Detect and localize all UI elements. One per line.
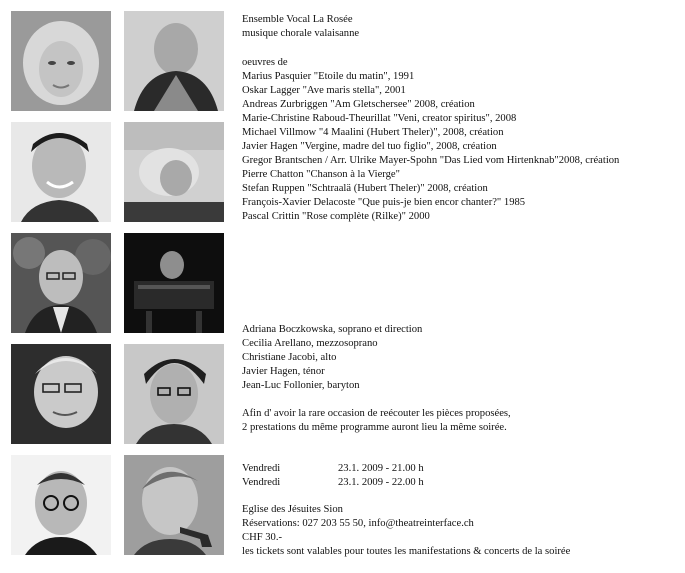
work-item: Pierre Chatton "Chanson à la Vierge" xyxy=(242,169,400,180)
venue-place: Eglise des Jésuites Sion xyxy=(242,504,343,515)
work-item: Marie-Christine Raboud-Theurillat "Veni, creator spiritus", 2008 xyxy=(242,113,517,124)
portrait-man-smiling xyxy=(11,122,111,222)
work-item: Pascal Crittin "Rose complète (Rilke)" 2000 xyxy=(242,211,430,222)
portrait-man-glasses-older xyxy=(11,344,111,444)
portrait-man-at-keyboard xyxy=(124,233,224,333)
reservation-info[interactable]: Réservations: 027 203 55 50, info@theatreinterface.ch xyxy=(242,518,474,529)
portrait-young-man-glasses xyxy=(124,344,224,444)
performer-item: Javier Hagen, ténor xyxy=(242,366,325,377)
schedule xyxy=(242,462,424,490)
note-line: Afin d' avoir la rare occasion de reécouter les pièces proposées, xyxy=(242,408,511,419)
portrait-woman-blonde-lying xyxy=(124,122,224,222)
work-item: Andreas Zurbriggen "Am Gletschersee" 2008, création xyxy=(242,99,475,110)
performer-item: Cecilia Arellano, mezzosoprano xyxy=(242,338,378,349)
performer-item: Jean-Luc Follonier, baryton xyxy=(242,380,360,391)
note-block xyxy=(242,407,511,435)
portrait-man-glasses-trees xyxy=(11,233,111,333)
works-list xyxy=(242,56,619,224)
schedule-day: Vendredi xyxy=(242,463,281,474)
portrait-man-bald xyxy=(124,11,224,111)
performer-item: Adriana Boczkowska, soprano et direction xyxy=(242,324,423,335)
performers-list xyxy=(242,323,422,393)
work-item: François-Xavier Delacoste "Que puis-je bien encor chanter?" 1985 xyxy=(242,197,526,208)
work-item: Marius Pasquier "Etoile du matin", 1991 xyxy=(242,71,415,82)
venue-block xyxy=(242,503,570,559)
portrait-woman-curly-hair xyxy=(11,11,111,111)
ensemble-name: Ensemble Vocal La Rosée xyxy=(242,14,353,25)
ticket-price: CHF 30.- xyxy=(242,532,283,543)
portrait-man-with-pipe xyxy=(124,455,224,555)
work-item: Oskar Lagger "Ave maris stella", 2001 xyxy=(242,85,406,96)
schedule-time: 23.1. 2009 - 21.00 h xyxy=(338,463,424,474)
portrait-older-man-glasses xyxy=(11,455,111,555)
schedule-day: Vendredi xyxy=(242,477,281,488)
schedule-row xyxy=(242,476,424,490)
ensemble-subtitle: musique chorale valaisanne xyxy=(242,28,360,39)
header-block xyxy=(242,13,359,41)
work-item: Michael Villmow "4 Maalini (Hubert Theler)", 2008, création xyxy=(242,127,504,138)
work-item: Javier Hagen "Vergine, madre del tuo figlio", 2008, création xyxy=(242,141,497,152)
note-line: 2 prestations du même programme auront lieu la même soirée. xyxy=(242,422,507,433)
schedule-row xyxy=(242,462,424,476)
ticket-note: les tickets sont valables pour toutes les manifestations & concerts de la soirée xyxy=(242,546,571,557)
schedule-time: 23.1. 2009 - 22.00 h xyxy=(338,477,424,488)
performer-item: Christiane Jacobi, alto xyxy=(242,352,337,363)
work-item: Stefan Ruppen "Schtraalä (Hubert Theler)" 2008, création xyxy=(242,183,488,194)
work-item: Gregor Brantschen / Arr. Ulrike Mayer-Spohn "Das Lied vom Hirtenknab"2008, création xyxy=(242,155,620,166)
works-heading: oeuvres de xyxy=(242,57,288,68)
